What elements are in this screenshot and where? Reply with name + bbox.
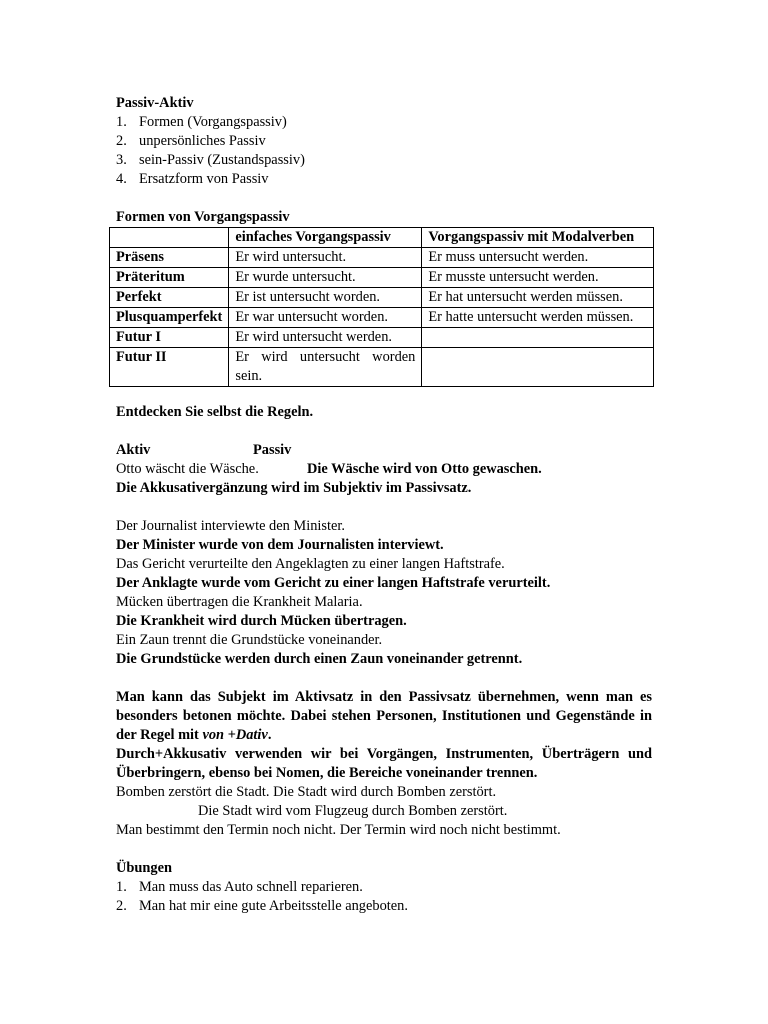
exercises-heading: Übungen <box>116 860 172 876</box>
table-row: Präsens Er wird untersucht. Er muss untersucht werden. <box>110 248 654 268</box>
rule-text: Die Akkusativergänzung wird im Subjektiv im Passivsatz. <box>116 480 472 496</box>
example-sentence: Die Stadt wird vom Flugzeug durch Bomben zerstört. <box>198 803 508 819</box>
example-sentence: Mücken übertragen die Krankheit Malaria. <box>116 594 363 610</box>
table-title: Formen von Vorgangspassiv <box>116 209 290 225</box>
table-row: Futur I Er wird untersucht werden. <box>110 328 654 348</box>
table-row: Perfekt Er ist untersucht worden. Er hat untersucht werden müssen. <box>110 288 654 308</box>
table-row: Präteritum Er wurde untersucht. Er musste untersucht werden. <box>110 268 654 288</box>
example-sentence: Man bestimmt den Termin noch nicht. Der Termin wird noch nicht bestimmt. <box>116 822 561 838</box>
example-sentence: Ein Zaun trennt die Grundstücke voneinander. <box>116 632 383 648</box>
example-sentence: Der Minister wurde von dem Journalisten interviewt. <box>116 537 444 553</box>
column-labels: Aktiv Passiv <box>116 442 292 458</box>
example-sentence: Das Gericht verurteilte den Angeklagten zu einer langen Haftstrafe. <box>116 556 505 572</box>
list-item: 1. Formen (Vorgangspassiv) <box>116 114 287 130</box>
example-sentence: Die Krankheit wird durch Mücken übertragen. <box>116 613 407 629</box>
document-page <box>116 94 652 227</box>
rule-paragraph: Durch+Akkusativ verwenden wir bei Vorgängen, Instrumenten, Überträgern und Überbringern, ebenso bei Nomen, die Bereiche voneinander trennen. <box>116 746 652 781</box>
list-item: 2. Man hat mir eine gute Arbeitsstelle angeboten. <box>116 898 408 914</box>
toc-list <box>116 113 652 189</box>
list-item: 3. sein-Passiv (Zustandspassiv) <box>116 152 305 168</box>
example-sentence: Bomben zerstört die Stadt. Die Stadt wird durch Bomben zerstört. <box>116 784 497 800</box>
table-row: Futur II Er wird untersucht worden sein. <box>110 348 654 387</box>
list-item: 1. Man muss das Auto schnell reparieren. <box>116 879 363 895</box>
list-item: 4. Ersatzform von Passiv <box>116 171 269 187</box>
example-sentence: Der Anklagte wurde vom Gericht zu einer langen Haftstrafe verurteilt. <box>116 575 551 591</box>
example-sentence: Der Journalist interviewte den Minister. <box>116 518 345 534</box>
page-title: Passiv-Aktiv <box>116 95 194 111</box>
example-sentence: Die Grundstücke werden durch einen Zaun voneinander getrennt. <box>116 651 523 667</box>
rules-section <box>116 403 652 916</box>
list-item: 2. unpersönliches Passiv <box>116 133 266 149</box>
rule-paragraph: Man kann das Subjekt im Aktivsatz in den Passivsatz übernehmen, wenn man es besonders betonen möchte. Dabei stehen Personen, Institutionen und Gegenstände in der Regel mit von +Dativ. <box>116 689 652 743</box>
table-header-row: einfaches Vorgangspassiv Vorgangspassiv mit Modalverben <box>110 228 654 248</box>
section-heading: Entdecken Sie selbst die Regeln. <box>116 404 314 420</box>
example-pair: Otto wäscht die Wäsche. Die Wäsche wird von Otto gewaschen. <box>116 461 542 477</box>
forms-table <box>109 227 654 387</box>
table-row: Plusquamperfekt Er war untersucht worden. Er hatte untersucht werden müssen. <box>110 308 654 328</box>
